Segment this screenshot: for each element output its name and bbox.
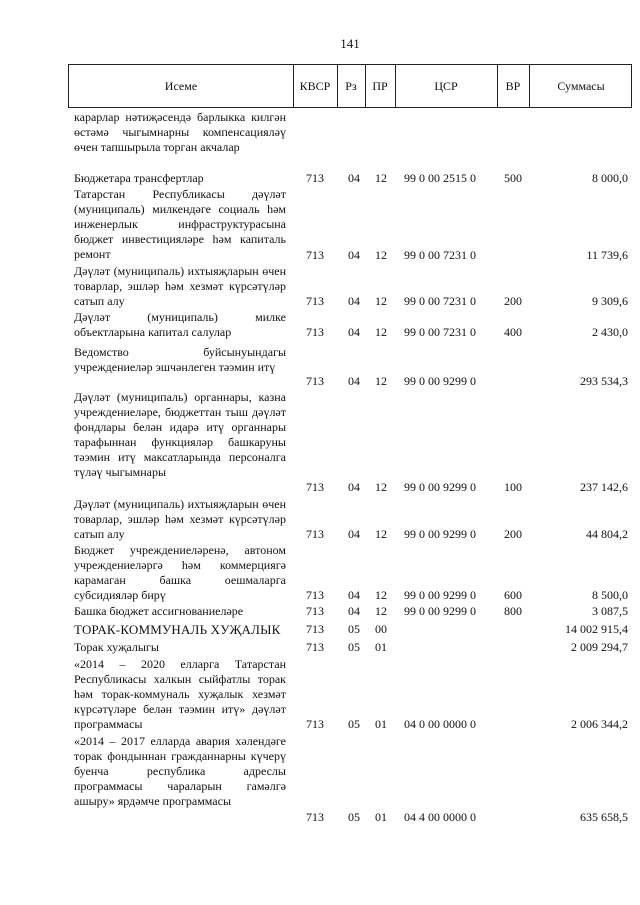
row-kvsr: 713: [306, 294, 324, 308]
row-pr: 12: [375, 527, 387, 541]
header-rz: Рз: [345, 79, 357, 93]
row-csr: 99 0 00 9299 0: [404, 527, 476, 541]
row-rz: 04: [348, 480, 360, 494]
row-pr: 12: [375, 480, 387, 494]
row-rz: 04: [348, 604, 360, 618]
row-sum: 3 087,5: [592, 604, 628, 618]
row-csr: 99 0 00 9299 0: [404, 588, 476, 602]
header-pr: ПР: [372, 79, 388, 93]
row-pr: 12: [375, 248, 387, 262]
row-name: «2014 – 2017 елларда авария хәлендәге торак фондыннан гражданнарны күчерү буенча республика адреслы программасы чараларын гамәлгә ашыру» ярдәмче программасы: [74, 734, 286, 808]
row-rz: 04: [348, 248, 360, 262]
row-kvsr: 713: [306, 325, 324, 339]
row-rz: 05: [348, 717, 360, 731]
row-pr: 12: [375, 325, 387, 339]
row-rz: 04: [348, 588, 360, 602]
row-csr: 99 0 00 9299 0: [404, 604, 476, 618]
header-csr: ЦСР: [434, 79, 458, 93]
row-sum: 2 430,0: [592, 325, 628, 339]
header-sum: Суммасы: [557, 79, 605, 93]
row-sum: 237 142,6: [580, 480, 628, 494]
row-sum: 8 500,0: [592, 588, 628, 602]
row-csr: 04 4 00 0000 0: [404, 810, 476, 824]
row-name: Башка бюджет ассигнованиеләре: [74, 604, 244, 618]
row-csr: 99 0 00 9299 0: [404, 374, 476, 388]
header-kvsr: КВСР: [299, 79, 331, 93]
row-sum: 2 006 344,2: [571, 717, 628, 731]
row-kvsr: 713: [306, 622, 324, 636]
row-sum: 2 009 294,7: [571, 640, 628, 654]
row-kvsr: 713: [306, 374, 324, 388]
row-kvsr: 713: [306, 717, 324, 731]
row-rz: 04: [348, 325, 360, 339]
table-header: [68, 64, 632, 108]
row-pr: 12: [375, 588, 387, 602]
row-pr: 12: [375, 604, 387, 618]
row-sum: 635 658,5: [580, 810, 628, 824]
row-sum: 44 804,2: [586, 527, 628, 541]
row-name: Дәүләт (муниципаль) органнары, казна учреждениеләре, бюджеттан тыш дәүләт фондлары белән идарә итү органнары тарафыннан функцияләр башкаруны тәэмин итү максатларында персоналга түләү чыгымнары: [74, 390, 286, 479]
row-rz: 05: [348, 622, 360, 636]
row-vr: 400: [504, 325, 522, 339]
row-csr: 99 0 00 7231 0: [404, 294, 476, 308]
row-pr: 12: [375, 374, 387, 388]
row-kvsr: 713: [306, 640, 324, 654]
row-pr: 12: [375, 294, 387, 308]
row-name: Бюджетара трансфертлар: [74, 171, 204, 185]
row-pr: 00: [375, 622, 387, 636]
row-rz: 05: [348, 810, 360, 824]
row-csr: 99 0 00 7231 0: [404, 325, 476, 339]
row-sum: 8 000,0: [592, 171, 628, 185]
row-rz: 04: [348, 527, 360, 541]
row-vr: 500: [504, 171, 522, 185]
row-name: Татарстан Республикасы дәүләт (муниципаль) милкендәге социаль һәм инженерлык инфраструктурасына бюджет инвестицияләре һәм капиталь ремонт: [74, 187, 286, 261]
row-kvsr: 713: [306, 810, 324, 824]
row-sum: 14 002 915,4: [565, 622, 628, 636]
row-kvsr: 713: [306, 248, 324, 262]
row-csr: 99 0 00 7231 0: [404, 248, 476, 262]
row-vr: 200: [504, 527, 522, 541]
row-pr: 01: [375, 810, 387, 824]
section-heading: ТОРАК-КОММУНАЛЬ ХУҖАЛЫК: [74, 622, 281, 637]
row-csr: 99 0 00 2515 0: [404, 171, 476, 185]
row-vr: 600: [504, 588, 522, 602]
row-rz: 04: [348, 374, 360, 388]
row-name: Дәүләт (муниципаль) милке объектларына капитал салулар: [74, 310, 286, 339]
row-rz: 05: [348, 640, 360, 654]
row-rz: 04: [348, 171, 360, 185]
row-vr: 100: [504, 480, 522, 494]
row-sum: 11 739,6: [586, 248, 628, 262]
row-name: Торак хуҗалыгы: [74, 640, 159, 654]
row-name: Бюджет учреждениеләренә, автоном учреждениеләргә һәм коммерциягә карамаган башка оешмаларга субсидияләр бирү: [74, 543, 286, 602]
row-kvsr: 713: [306, 604, 324, 618]
row-pr: 01: [375, 717, 387, 731]
row-csr: 04 0 00 0000 0: [404, 717, 476, 731]
row-vr: 200: [504, 294, 522, 308]
row-name: Ведомство буйсынуындагы учреждениеләр эшчәнлеген тәэмин итү: [74, 345, 286, 374]
row-name: «2014 – 2020 елларга Татарстан Республикасы халкын сыйфатлы торак һәм торак-коммуналь хуҗалык хезмәт күрсәтүләре белән тәэмин итү» дәүләт программасы: [74, 657, 286, 731]
row-csr: 99 0 00 9299 0: [404, 480, 476, 494]
row-pr: 01: [375, 640, 387, 654]
row-name: Дәүләт (муниципаль) ихтыяҗларын өчен товарлар, эшләр һәм хезмәт күрсәтүләр сатып алу: [74, 264, 286, 308]
header-name: Исеме: [164, 79, 198, 93]
row-sum: 293 534,3: [580, 374, 628, 388]
row-vr: 800: [504, 604, 522, 618]
row-rz: 04: [348, 294, 360, 308]
row-kvsr: 713: [306, 480, 324, 494]
header-vr: ВР: [505, 79, 521, 93]
page-number: 141: [340, 36, 360, 51]
row-sum: 9 309,6: [592, 294, 628, 308]
row-kvsr: 713: [306, 171, 324, 185]
row-pr: 12: [375, 171, 387, 185]
row-kvsr: 713: [306, 527, 324, 541]
row-name: Дәүләт (муниципаль) ихтыяҗларын өчен товарлар, эшләр һәм хезмәт күрсәтүләр сатып алу: [74, 497, 286, 541]
row-kvsr: 713: [306, 588, 324, 602]
row-name: карарлар нәтиҗәсендә барлыкка килгән өстәмә чыгымнарны компенсацияләү өчен тапшырыла торган акчалар: [74, 110, 286, 154]
